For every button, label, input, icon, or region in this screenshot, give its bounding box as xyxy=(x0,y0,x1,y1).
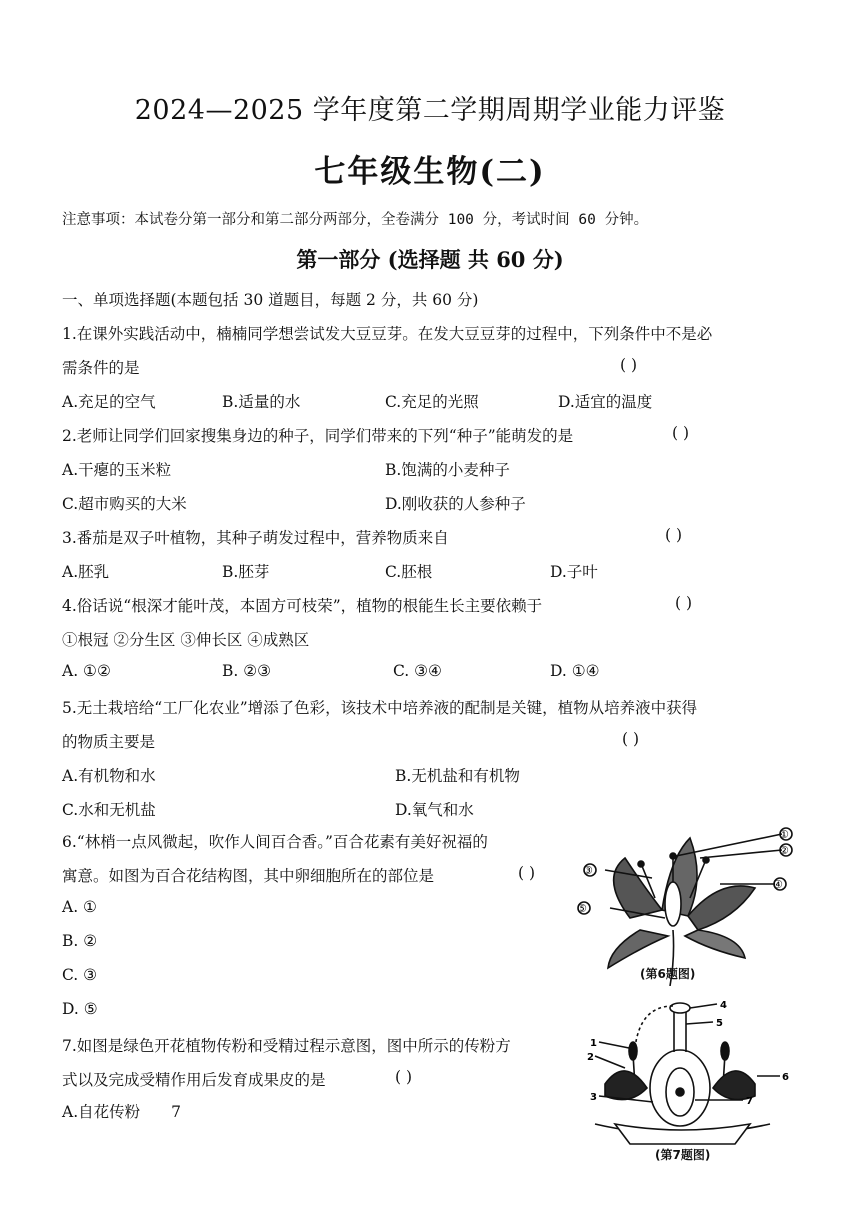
question-6-stem-line1: 6.“林梢一点风微起，吹作人间百合香。”百合花素有美好祝福的 xyxy=(62,833,488,851)
question-2-stem-line1: 2.老师让同学们回家搜集身边的种子，同学们带来的下列“种子”能萌发的是 xyxy=(62,427,574,445)
fig7-label-1: 1 xyxy=(590,1038,597,1049)
fig7-label-5: 5 xyxy=(716,1018,723,1029)
section-heading: 一、单项选择题(本题包括 30 道题目，每题 2 分，共 60 分) xyxy=(62,291,479,309)
question-4-stem-line2: ①根冠 ②分生区 ③伸长区 ④成熟区 xyxy=(62,631,310,649)
fig7-caption: (第7题图) xyxy=(655,1148,711,1162)
question-3-stem-line1: 3.番茄是双子叶植物，其种子萌发过程中，营养物质来自 xyxy=(62,529,449,547)
question-4-answer-paren: ( ) xyxy=(675,594,693,612)
fig6-label-2: ② xyxy=(779,844,789,857)
question-4-option-b: B. ②③ xyxy=(222,662,272,680)
question-3-option-a: A.胚乳 xyxy=(62,563,110,581)
question-6-stem-line2: 寓意。如图为百合花结构图，其中卵细胞所在的部位是 xyxy=(62,867,435,885)
question-1-stem-line2: 需条件的是 xyxy=(62,359,140,377)
question-6-option-a: A. ① xyxy=(62,898,97,916)
question-7-option-a: A.自花传粉 7 xyxy=(62,1103,181,1121)
question-5-option-d: D.氧气和水 xyxy=(395,801,474,819)
exam-subtitle: 七年级生物(二) xyxy=(314,154,546,190)
question-3-answer-paren: ( ) xyxy=(665,526,683,544)
question-3-option-b: B.胚芽 xyxy=(222,563,270,581)
question-1-option-b: B.适量的水 xyxy=(222,393,301,411)
question-1-option-a: A.充足的空气 xyxy=(62,393,156,411)
question-6-option-c: C. ③ xyxy=(62,966,98,984)
question-7-answer-paren: ( ) xyxy=(395,1068,413,1086)
question-1-option-c: C.充足的光照 xyxy=(385,393,479,411)
fig6-label-1: ① xyxy=(779,828,789,841)
fig7-label-7: 7 xyxy=(746,1096,753,1107)
question-1-option-d: D.适宜的温度 xyxy=(558,393,653,411)
question-3-option-d: D.子叶 xyxy=(550,563,598,581)
question-1-answer-paren: ( ) xyxy=(620,356,638,374)
question-2-option-c: C.超市购买的大米 xyxy=(62,495,187,513)
question-5-answer-paren: ( ) xyxy=(622,730,640,748)
question-6-option-d: D. ⑤ xyxy=(62,1000,98,1018)
fig6-label-3: ③ xyxy=(583,864,593,877)
fig7-label-6: 6 xyxy=(782,1072,789,1083)
question-5-option-c: C.水和无机盐 xyxy=(62,801,156,819)
fig7-label-4: 4 xyxy=(720,1000,727,1011)
part-heading: 第一部分 (选择题 共 60 分) xyxy=(296,247,564,272)
question-2-option-d: D.刚收获的人参种子 xyxy=(385,495,526,513)
question-1-stem-line1: 1.在课外实践活动中，楠楠同学想尝试发大豆豆芽。在发大豆豆芽的过程中，下列条件中不是必 xyxy=(62,325,713,343)
fig6-label-5: ⑤ xyxy=(577,902,587,915)
lily-flower-figure xyxy=(570,818,800,986)
question-5-stem-line2: 的物质主要是 xyxy=(62,733,156,751)
question-5-option-b: B.无机盐和有机物 xyxy=(395,767,520,785)
question-4-option-d: D. ①④ xyxy=(550,662,600,680)
question-4-option-c: C. ③④ xyxy=(393,662,442,680)
question-4-stem-line1: 4.俗话说“根深才能叶茂，本固方可枝荣”，植物的根能生长主要依赖于 xyxy=(62,597,543,615)
question-2-option-b: B.饱满的小麦种子 xyxy=(385,461,510,479)
question-7-stem-line1: 7.如图是绿色开花植物传粉和受精过程示意图，图中所示的传粉方 xyxy=(62,1037,511,1055)
question-6-option-b: B. ② xyxy=(62,932,98,950)
pollination-figure xyxy=(585,996,795,1146)
exam-notice: 注意事项：本试卷分第一部分和第二部分两部分，全卷满分 100 分，考试时间 60 分钟。 xyxy=(62,212,649,228)
question-6-answer-paren: ( ) xyxy=(518,864,536,882)
question-2-option-a: A.干瘪的玉米粒 xyxy=(62,461,172,479)
fig7-label-2: 2 xyxy=(587,1052,594,1063)
exam-title: 2024—2025 学年度第二学期周期学业能力评鉴 xyxy=(134,95,726,126)
question-4-option-a: A. ①② xyxy=(62,662,111,680)
question-7-stem-line2: 式以及完成受精作用后发育成果皮的是 xyxy=(62,1071,326,1089)
question-3-option-c: C.胚根 xyxy=(385,563,433,581)
question-2-answer-paren: ( ) xyxy=(672,424,690,442)
question-5-stem-line1: 5.无土栽培给“工厂化农业”增添了色彩，该技术中培养液的配制是关键，植物从培养液中获得 xyxy=(62,699,698,717)
fig6-caption: (第6题图) xyxy=(640,967,696,981)
fig6-label-4: ④ xyxy=(773,878,783,891)
question-5-option-a: A.有机物和水 xyxy=(62,767,156,785)
fig7-label-3: 3 xyxy=(590,1092,597,1103)
